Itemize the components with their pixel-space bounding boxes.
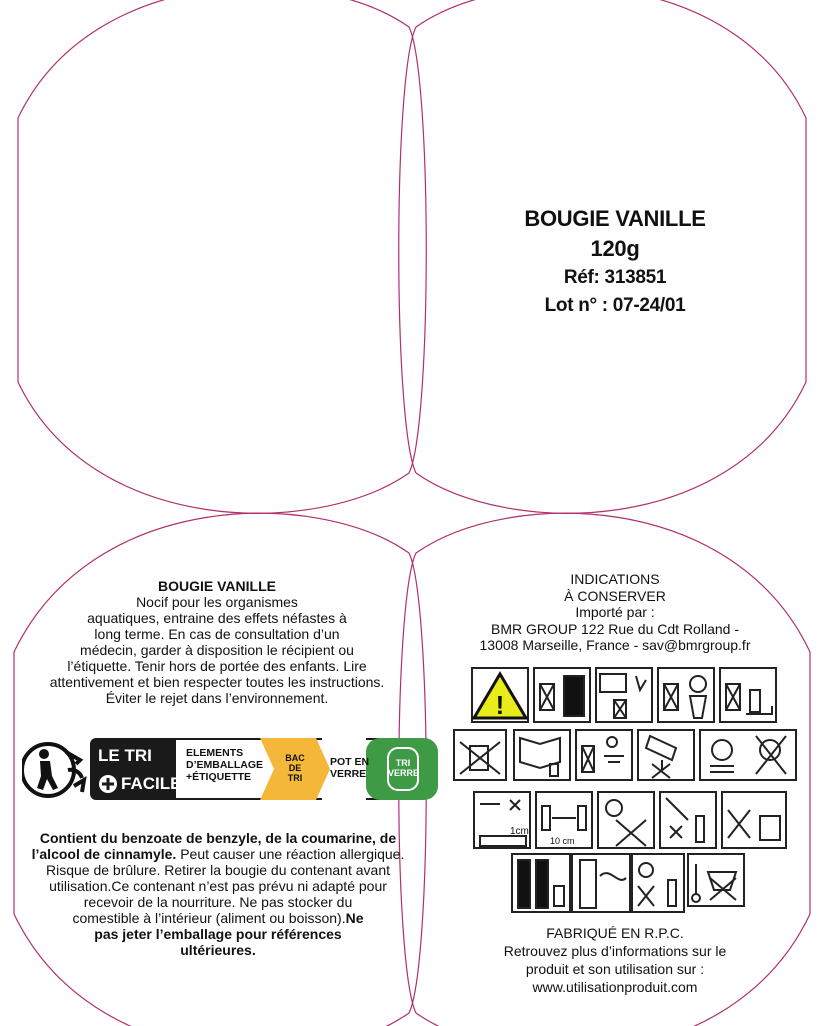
front-lot: Lot n° : 07-24/01 <box>544 295 686 316</box>
svg-text:1cm: 1cm <box>510 826 529 837</box>
website-link: www.utilisationproduit.com <box>532 979 698 995</box>
elements-label: ELEMENTS D’EMBALLAGE +ÉTIQUETTE <box>186 747 263 783</box>
bac-de-tri-label: BAC DE TRI <box>285 753 305 783</box>
safety-pictograms <box>440 666 800 916</box>
no-sleep-candle-icon <box>632 854 684 912</box>
no-candle-curtain-icon <box>596 668 652 722</box>
origin-info: FABRIQUÉ EN R.P.C. Retrouvez plus d’informations sur le produit et son utilisation sur : www.utilisationproduit.com <box>440 924 790 996</box>
no-temperature-icon <box>688 854 744 906</box>
svg-text:10 cm: 10 cm <box>550 836 575 846</box>
tri-verre-label: TRI VERRE <box>388 758 420 778</box>
no-blowing-icon <box>598 792 654 848</box>
hazard-triangle-icon <box>472 668 528 722</box>
no-wind-icon <box>572 854 630 912</box>
no-teapot-heater-icon <box>700 730 796 780</box>
front-weight: 120g <box>590 236 640 261</box>
hazard-line: médecin, garder à disposition le récipient ou <box>80 642 354 658</box>
hazard-line: Nocif pour les organismes <box>136 594 298 610</box>
no-candle-child-icon <box>658 668 714 722</box>
conserve-info: INDICATIONS À CONSERVER Importé par : BMR GROUP 122 Rue du Cdt Rolland - 13008 Marseille, France - sav@bmrgroup.fr <box>479 571 751 653</box>
no-matches-icon <box>660 792 716 848</box>
warning-text: Contient du benzoate de benzyle, de la coumarine, de l’alcool de cinnamyle. Peut causer une réaction allergique. Risque de brûlure. Retirer la bougie du contenant avant utilisation.Ce contenant n’est pas prévu ni adapté pour recevoir de la nourriture. Ne pas stocker du comestible à l’intérieur (aliment ou boisson).Ne pas jeter l’emballage pour références ultérieures. <box>31 830 405 958</box>
hazard-line: long terme. En cas de consultation d’un <box>94 626 340 642</box>
hazard-line: aquatiques, entraine des effets néfastes à <box>87 610 347 626</box>
front-ref: Réf: 313851 <box>563 267 667 288</box>
no-candle-book-icon <box>514 730 570 780</box>
front-label-text <box>440 204 790 320</box>
no-pour-icon <box>638 730 694 780</box>
facile-label: FACILE <box>121 774 182 793</box>
trim-wick-icon <box>474 792 530 848</box>
hazard-line: Éviter le rejet dans l’environnement. <box>105 690 329 706</box>
front-left-outline <box>18 0 426 513</box>
svg-text:!: ! <box>495 690 505 720</box>
hazard-line: attentivement et bien respecter toutes les instructions. <box>49 674 385 690</box>
no-draft-door-icon <box>512 854 570 912</box>
no-candle-tray-icon <box>720 668 776 722</box>
hazard-statement <box>28 578 406 706</box>
candle-spacing-icon <box>536 792 592 848</box>
no-candle-exit-icon <box>534 668 590 722</box>
triman-logo-icon <box>22 738 90 802</box>
recycling-info-band <box>90 738 438 800</box>
le-tri-label: LE TRI <box>98 746 152 765</box>
pot-en-verre-label: POT EN VERRE <box>330 756 370 780</box>
back-title: BOUGIE VANILLE <box>158 578 276 594</box>
front-title: BOUGIE VANILLE <box>524 206 706 231</box>
no-candle-jar-icon <box>722 792 786 848</box>
no-hand-holding-icon <box>454 730 506 780</box>
hazard-line: l’étiquette. Tenir hors de portée des enfants. Lire <box>67 658 367 674</box>
no-candle-sun-icon <box>576 730 632 780</box>
